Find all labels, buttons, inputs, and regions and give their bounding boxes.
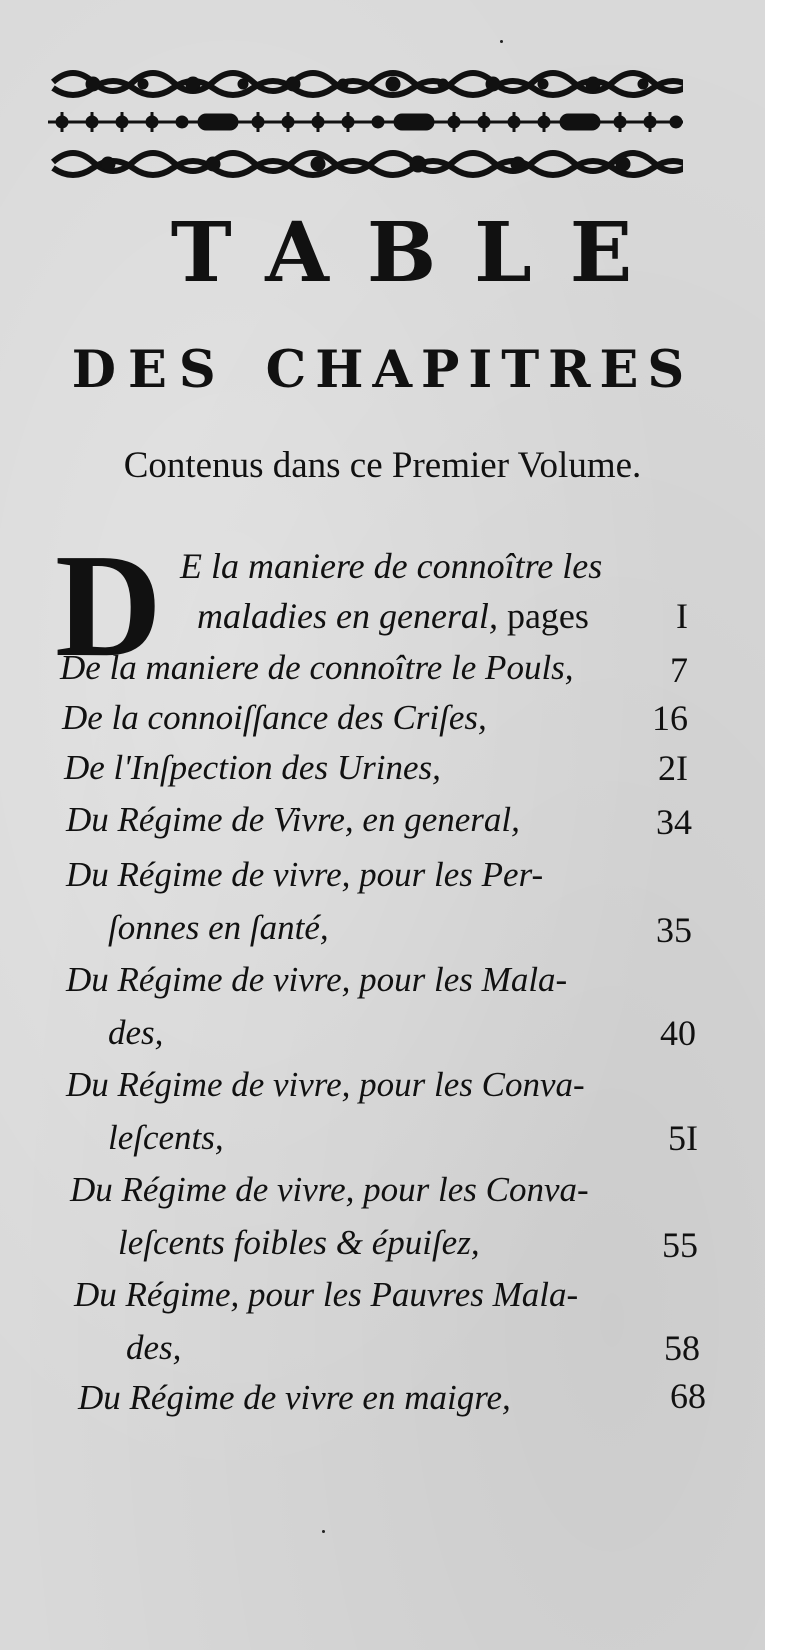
toc-page-number: 5I	[668, 1118, 698, 1158]
toc-page-number: 58	[664, 1328, 700, 1368]
toc-page-number: 68	[670, 1376, 706, 1416]
toc-entry-line: Du Régime de Vivre, en general,	[66, 800, 520, 839]
toc-entry-line: ſonnes en ſanté,	[108, 908, 329, 947]
toc-entry-line: Du Régime de vivre, pour les Mala-	[66, 960, 568, 999]
toc-page-number: I	[676, 596, 688, 636]
toc-entry-line	[197, 598, 589, 634]
toc-page-number: 55	[662, 1225, 698, 1265]
toc-page-number: 40	[660, 1013, 696, 1053]
pages-label: pages	[506, 596, 589, 636]
toc-entry-line: De la connoiſſance des Criſes,	[62, 698, 487, 737]
toc-entry-line: Du Régime de vivre, pour les Conva-	[66, 1065, 585, 1104]
ink-speck	[322, 1530, 325, 1533]
toc-entry-line: des,	[108, 1013, 164, 1052]
subtitle-word-des: DES	[71, 340, 228, 400]
volume-line: Contenus dans ce Premier Volume.	[123, 445, 642, 486]
decorative-border-ornament	[48, 62, 683, 182]
toc-entry-line: Du Régime de vivre en maigre,	[78, 1378, 511, 1417]
toc-entry-text: maladies en general,	[197, 596, 498, 636]
toc-entry-line: Du Régime de vivre, pour les Conva-	[70, 1170, 589, 1209]
toc-entry-line: De l'Inſpection des Urines,	[64, 748, 441, 787]
toc-page-number: 16	[652, 698, 688, 738]
toc-entry-line: E la maniere de connoître les	[180, 546, 603, 586]
toc-entry-line: des,	[126, 1328, 182, 1367]
page-subtitle	[0, 340, 765, 400]
subtitle-word-chapitres: CHAPITRES	[265, 340, 694, 400]
page-title: TABLE	[170, 205, 671, 301]
toc-entry-line: Du Régime de vivre, pour les Per-	[66, 855, 544, 894]
toc-entry-line: leſcents foibles & épuiſez,	[118, 1223, 480, 1262]
toc-entry-line: Du Régime, pour les Pauvres Mala-	[74, 1275, 579, 1314]
toc-entry-line: leſcents,	[108, 1118, 224, 1157]
scan-margin	[765, 0, 800, 1650]
toc-page-number: 7	[670, 650, 688, 690]
toc-page-number: 34	[656, 802, 692, 842]
toc-page-number: 2I	[658, 748, 688, 788]
toc-entry-line: De la maniere de connoître le Pouls,	[60, 648, 574, 687]
toc-page-number: 35	[656, 910, 692, 950]
ink-speck	[500, 40, 503, 43]
drop-cap: D	[55, 524, 162, 688]
